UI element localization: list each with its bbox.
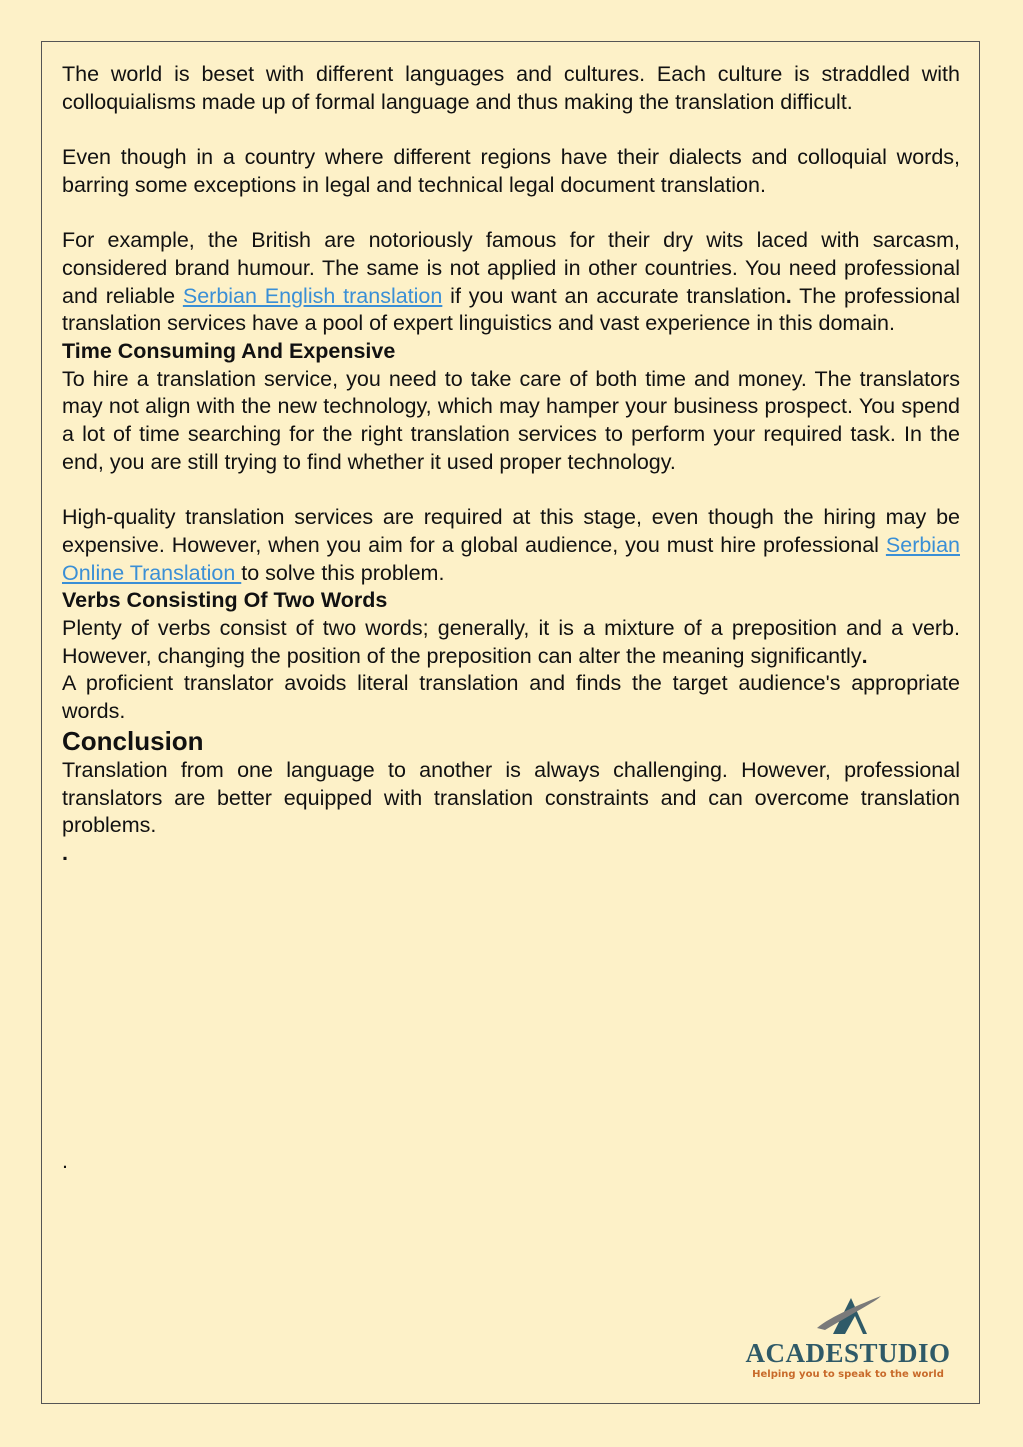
spacer	[62, 477, 960, 505]
serbian-english-translation-link[interactable]: Serbian English translation	[182, 283, 443, 308]
bold-period: .	[861, 643, 868, 668]
paragraph-british-example	[62, 227, 960, 338]
logo-tagline: Helping you to speak to the world	[752, 1369, 944, 1380]
paragraph-intro: The world is beset with different languages and cultures. Each culture is straddled with colloquialisms made up of formal language and thus making the translation difficult.	[62, 62, 960, 114]
trailing-dot: .	[62, 1149, 68, 1173]
text-segment: The professional translation services have a pool of expert linguistics and vast experience in this domain.	[62, 283, 960, 336]
bold-period: .	[785, 283, 792, 308]
heading-time-consuming: Time Consuming And Expensive	[62, 339, 396, 363]
text-segment: High-quality translation services are required at this stage, even though the hiring may be expensive. However, when you aim for a global audience, you must hire professional	[62, 505, 960, 557]
logo-mark-icon	[811, 1290, 885, 1338]
spacer	[62, 200, 960, 228]
paragraph-proficient-translator: A proficient translator avoids literal translation and finds the target audience's appropriate words.	[62, 671, 960, 724]
serbian-online-translation-link[interactable]: Serbian Online Translation	[62, 532, 960, 585]
heading-conclusion: Conclusion	[62, 725, 204, 756]
paragraph-conclusion: Translation from one language to another is always challenging. However, professional translators are better equipped with translation constraints and can overcome translation problems.	[62, 757, 960, 838]
paragraph-dialects: Even though in a country where different regions have their dialects and colloquial words, barring some exceptions in legal and technical legal document translation.	[62, 145, 960, 197]
paragraph-verbs	[62, 615, 960, 670]
text-segment: For example, the British are notoriously famous for their dry wits laced with sarcasm, considered brand humour. The same is not applied in other countries. You need professional and reliable	[62, 228, 960, 308]
acadestudio-logo	[733, 1290, 963, 1384]
document-body	[62, 61, 960, 868]
heading-verbs: Verbs Consisting Of Two Words	[62, 588, 388, 613]
text-segment: Plenty of verbs consist of two words; generally, it is a mixture of a preposition and a verb. However, changing the position of the preposition can alter the meaning significantly	[62, 616, 960, 668]
text-segment: if you want an accurate translation	[442, 283, 786, 308]
bold-dot: .	[62, 840, 68, 865]
paragraph-hire-service: To hire a translation service, you need to take care of both time and money. The translators may not align with the new technology, which may hamper your business prospect. You spend a lot of time searching for the right translation services to perform your required task. In the end, you are still trying to find whether it used proper technology.	[62, 366, 960, 474]
text-segment: to solve this problem.	[241, 560, 445, 585]
spacer	[62, 116, 960, 144]
paragraph-high-quality	[62, 504, 960, 587]
logo-name: ACADESTUDIO	[745, 1338, 951, 1368]
